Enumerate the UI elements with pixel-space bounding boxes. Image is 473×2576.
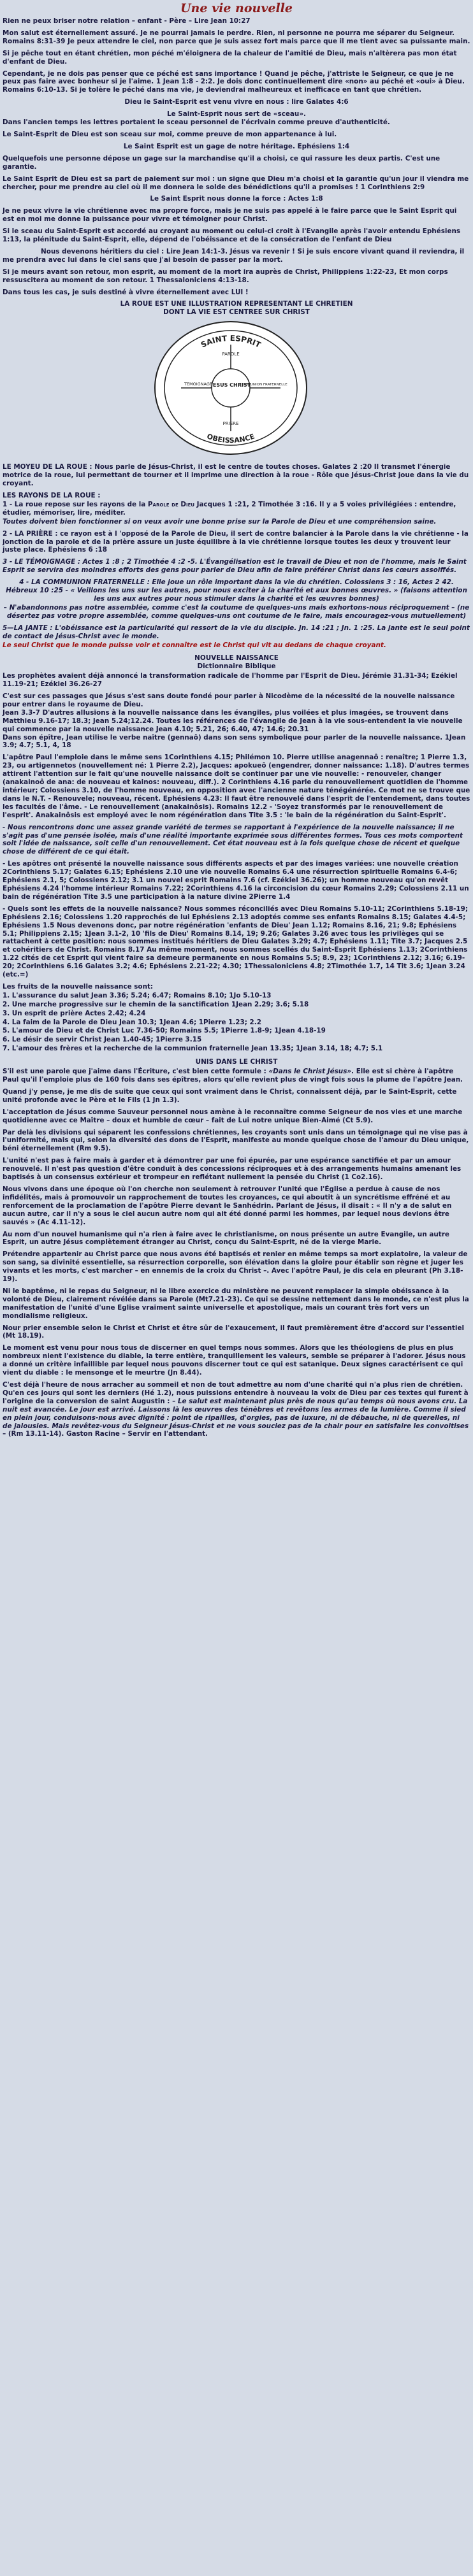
paragraph: Mon salut est éternellement assuré. Je ne pourrai jamais le perdre. Rien, ni personne ne pourra me séparer du Seigneur. Romains 8:31-39 Je peux attendre le ciel, non parce que je suis assez fort mais parce que il me tient avec sa puissante main.	[3, 29, 470, 45]
wheel-subheading: DONT LA VIE EST CENTREE SUR CHRIST	[163, 308, 310, 317]
wheel-spoke-label: TEMOIGNAGE	[184, 382, 213, 387]
paragraph: Quand j'y pense, je me dis de suite que ceux qui sont vraiment dans le Christ, connaissent déjà, par le Saint-Esprit, cette unité profonde avec le Père et le Fils (1 Jn 1.3).	[3, 1087, 457, 1104]
paragraph: Toutes doivent bien fonctionner si on veux avoir une bonne prise sur la Parole de Dieu et une compréhension saine.	[3, 517, 437, 526]
paragraph: Si le sceau du Saint-Esprit est accordé au croyant au moment ou celui-ci croit à l'Evangile après l'avoir entendu Ephésiens 1:13, la plénitude du Saint-Esprit, elle, dépend de l'obéissance et de la consécration de l'enfant de Dieu	[3, 227, 461, 244]
page-title: Une vie nouvelle	[180, 1, 293, 15]
paragraph: C'est sur ces passages que Jésus s'est sans doute fondé pour parler à Nicodème de la nécessité de la nouvelle naissance pour entrer dans le royaume de Dieu.	[3, 692, 455, 708]
paragraph: Quelquefois une personne dépose un gage sur la marchandise qu'il a choisi, ce qui rassure les deux partis. C'est une garantie.	[3, 154, 440, 171]
paragraph: Le Saint Esprit de Dieu est sa part de paiement sur moi : un signe que Dieu m'a choisi et la garantie qu'un jour il viendra me chercher, pour me prendre au ciel où il me donnera le solde des bénédictions qu'il a promises ! 1 Corinthiens 2:9	[3, 175, 469, 191]
paragraph: Nous vivons dans une époque où l'on cherche non seulement à retrouver l'unité que l'Église a perdue à cause de nos infidélités, mais à promouvoir un rapprochement de toutes les croyances, ce qui aboutit à un syncrétisme effréné et au renforcement de la proclamation de l'apôtre Pierre devant le Sanhédrin. Parlant de Jésus, il disait : « Il n'y a de salut en aucun autre, car il n'y a sous le ciel aucun autre nom qui ait été donné parmi les hommes, par lequel nous devions être sauvés » (Ac 4.11-12).	[3, 1185, 452, 1226]
fruits-list	[3, 992, 470, 1053]
paragraph: Ni le baptême, ni le repas du Seigneur, ni le libre exercice du ministère ne peuvent remplacer la simple obéissance à la volonté de Dieu, clairement révélée dans sa Parole (Mt7.21-23). Ce qui se dessine nettement dans le monde, ce n'est plus la manifestation de l'unité d'une Eglise vraiment sainte universelle et apostolique, mais un courant très fort vers un mondialisme religieux.	[3, 1287, 469, 1320]
wheel-spoke-label: PAROLE	[222, 352, 240, 357]
paragraph: Je ne peux vivre la vie chrétienne avec ma propre force, mais je ne suis pas appelé à le faire parce que le Saint Esprit qui est en moi me donne la puissance pour vivre et témoigner pour Christ.	[3, 207, 457, 224]
paragraph: Le seul Christ que le monde puisse voir et connaître est le Christ qui vit au dedans de chaque croyant.	[3, 641, 386, 649]
paragraph: 2 - LA PRIÈRE : ce rayon est à l 'opposé de la Parole de Dieu, il sert de contre balancier à la Parole dans la vie chrétienne - la jonction de la parole et de la prière assure un juste équilibre à la vie chrétienne lorsque toutes les deux y trouvent leur juste place. Ephésiens 6 :18	[3, 529, 469, 554]
paragraph: L'apôtre Paul l'emploie dans le même sens 1Corinthiens 4.15; Philémon 10. Pierre utilise anagennaô : renaître; 1 Pierre 1.3, 23, ou artigennetos (nouvellement né: 1 Pierre 2.2), Jacques: apokueô (engendrer, donner naissance: 1.18). D'autres termes attirent l'attention sur le fait qu'une nouvelle naissance doit se continuer par une vie nouvelle: - renouveler, changer (anakainoô de ana: de nouveau et kainos: nouveau, diff.). 2 Corinthiens 4.16 parle du renouvellement quotidien de l'homme intérieur; Colossiens 3.10, de l'homme nouveau, en opposition avec l'ancienne nature ténégénérée. Ce mot ne se trouve que dans le N.T. - Renouvele; nouveau, récent. Ephésiens 4.23: Il faut être renouvelé dans l'esprit de l'entendement, dans toutes les facultés de l'âme. - Le renouvellement (anakainôsis). Romains 12.2 - 'Soyez transformés par le renouvellement de l'esprit'. Anakainôsis est employé avec le nom régénération dans Tite 3.5 : 'le bain de la régénération du Saint-Esprit'.	[3, 754, 470, 819]
section-heading: Dieu le Saint-Esprit est venu vivre en nous : lire Galates 4:6	[124, 98, 349, 106]
paragraph: Nour prier ensemble selon le Christ et Christ et être sûr de l'exaucement, il faut premièrement être d'accord sur l'essentiel (Mt 18.19).	[3, 1324, 465, 1340]
paragraph: LES RAYONS DE LA ROUE :	[3, 492, 101, 499]
section-heading: Le Saint Esprit nous donne la force : Actes 1:8	[150, 195, 323, 203]
wheel-top-label: SAINT ESPRIT	[199, 334, 263, 350]
paragraph: Rien ne peux briser notre relation – enfant - Père – Lire Jean 10:27	[3, 17, 251, 25]
wheel-illustration	[152, 319, 309, 457]
list-item: 2. Une marche progressive sur le chemin de la sanctification 1Jean 2.29; 3.6; 5.18	[3, 1000, 309, 1008]
paragraph: L'unité n'est pas à faire mais à garder et à démontrer par une foi épurée, par une espérance sanctifiée et par un amour renouvelé. Il n'est pas question d'être conduit à des concessions réciproques et à des arrangements humains amenant les baptisés à un consensus extérieur et trompeur en reflétant nullement la pensée du Christ (1 Co2.16).	[3, 1157, 462, 1182]
paragraph: Le Saint-Esprit de Dieu est son sceau sur moi, comme preuve de mon appartenance à lui.	[3, 130, 337, 138]
paragraph: 1 - La roue repose sur les rayons de la Parole de Dieu Jacques 1 :21, 2 Timothée 3 :16. Il y a 5 voies privilégiées : entendre, étudier, mémoriser, lire, méditer.	[3, 500, 456, 517]
paragraph: LE MOYEU DE LA ROUE : Nous parle de Jésus-Christ, il est le centre de toutes choses. Galates 2 :20 Il transmet l'énergie motrice de la roue, lui permettant de tourner et il imprime une direction à la roue - Rôle que Jésus-Christ joue dans la vie du croyant.	[3, 463, 469, 488]
paragraph: C'est déjà l'heure de nous arracher au sommeil et non de tout admettre au nom d'une charité qui n'a plus rien de chrétien. Qu'en ces jours qui sont les derniers (Hé 1.2), nous puissions entendre à nouveau la voix de Dieu par ces textes qui furent à l'origine de la conversion de saint Augustin : – Le salut est maintenant plus près de nous qu'au temps où nous avons cru. La nuit est avancée. Le jour est arrivé. Laissons là les œuvres des ténèbres et revêtons les armes de la lumière. Comme il sied en plein jour, conduisons-nous avec dignité : point de ripailles, d'orgies, pas de luxure, ni de débauche, ni de querelles, ni de jalousies. Mais revêtez-vous du Seigneur Jésus-Christ et ne vous souciez pas de la chair pour en satisfaire les convoitises – (Rm 13.11-14). Gaston Racine – Servir en l'attendant.	[3, 1381, 469, 1438]
paragraph: Si je pêche tout en étant chrétien, mon péché m'éloignera de la chaleur de l'amitié de Dieu, mais n'altèrera pas mon état d'enfant de Dieu.	[3, 49, 457, 66]
paragraph: Les prophètes avaient déjà annoncé la transformation radicale de l'homme par l'Esprit de Dieu. Jérémie 31.31-34; Ezékiel 11.19-21; Ezékiel 36.26-27	[3, 672, 458, 689]
paragraph: S'il est une parole que j'aime dans l'Écriture, c'est bien cette formule : «Dans le Christ Jésus». Elle est si chère à l'apôtre Paul qu'il l'emploie plus de 160 fois dans ses épîtres, alors qu'elle revient plus de vingt fois sous la plume de l'apôtre Jean.	[3, 1068, 463, 1084]
paragraph: Dans l'ancien temps les lettres portaient le sceau personnel de l'écrivain comme preuve d'authenticité.	[3, 118, 390, 127]
paragraph: – N'abandonnons pas notre assemblée, comme c'est la coutume de quelques-uns mais exhortons-nous réciproquement – (ne désertez pas votre propre assemblée, comme quelques-uns ont coutume de le faire, mais encouragez-vous mutuellement)	[3, 603, 470, 620]
section-heading: UNIS DANS LE CHRIST	[195, 1058, 278, 1066]
paragraph: - Nous rencontrons donc une assez grande variété de termes se rapportant à l'expérience de la nouvelle naissance; il ne s'agit pas d'une pensée isolée, mais d'une réalité importante exprimée sous différentes formes. Tous ces mots comportent soit l'idée de naissance, soit celle d'un renouvellement. Cet état nouveau est à la fois quelque chose de récent et quelque chose de différent de ce qui était.	[3, 823, 463, 856]
paragraph: Dans tous les cas, je suis destiné à vivre éternellement avec LUI !	[3, 288, 249, 296]
section-subheading: Dictionnaire Biblique	[197, 662, 276, 671]
wheel-bottom-label: OBEISSANCE	[205, 432, 256, 445]
wheel-heading: LA ROUE EST UNE ILLUSTRATION REPRESENTANT LE CHRETIEN	[120, 300, 353, 308]
section-subheading: Le Saint-Esprit nous sert de «sceau».	[167, 110, 306, 118]
paragraph: Le moment est venu pour nous tous de discerner en quel temps nous sommes. Alors que les théologiens de plus en plus nombreux nient l'existence du diable, la terre entière, tranquillement les valeurs, semble se préparer à l'adorer. Jésus nous a donné un critère infaillible par lequel nous pouvons discerner tout ce qui est satanique. Deux signes caractérisent ce qui vient du diable : le mensonge et le meurtre (Jn 8.44).	[3, 1344, 466, 1377]
paragraph: Si je meurs avant son retour, mon esprit, au moment de la mort ira auprès de Christ, Philippiens 1:22-23, Et mon corps ressuscitera au moment de son retour. 1 Thessaloniciens 4:13-18.	[3, 268, 448, 284]
section-heading: NOUVELLE NAISSANCE	[194, 654, 279, 662]
paragraph: Jean 3.3-7 D'autres allusions à la nouvelle naissance dans les évangiles, plus voilées et plus imagées, se trouvent dans Matthieu 9.16-17; 18.3; Jean 5.24;12.24. Toutes les références de l'évangile de Jean à la vie sous-entendent la vie nouvelle qui commence par la nouvelle naissance Jean 4.10; 5.21, 26; 6.40, 47; 14.6; 20.31	[3, 708, 463, 733]
paragraph: L'acceptation de Jésus comme Sauveur personnel nous amène à le reconnaître comme Seigneur de nos vies et une marche quotidienne avec ce Maître – doux et humble de cœur – fait de Lui notre unique Bien-Aimé (Ct 5.9).	[3, 1108, 463, 1124]
list-item: 7. L'amour des frères et la recherche de la communion fraternelle Jean 13.35; 1Jean 3.14, 18; 4.7; 5.1	[3, 1045, 383, 1053]
list-item: 5. L'amour de Dieu et de Christ Luc 7.36-50; Romains 5.5; 1Pierre 1.8-9; 1Jean 4.18-19	[3, 1027, 326, 1035]
list-item: 6. Le désir de servir Christ Jean 1.40-45; 1Pierre 3.15	[3, 1036, 202, 1044]
wheel-hub-label: JESUS CHRIST	[210, 382, 251, 389]
paragraph: Les fruits de la nouvelle naissance sont:	[3, 982, 154, 991]
paragraph: 5—LA JANTE : L'obéissance est la particularité qui ressort de la vie du disciple. Jn. 14 :21 ; Jn. 1 :25. La jante est le seul point de contact de Jésus-Christ avec le monde.	[3, 624, 470, 640]
paragraph: Nous devenons héritiers du ciel : Lire Jean 14:1-3. Jésus va revenir ! Si je suis encore vivant quand il reviendra, il me prendra avec lui dans le ciel sans que j'ai besoin de passer par la mort.	[3, 247, 465, 264]
wheel-spoke-label: COMMUNION FRATERNELLE	[239, 383, 287, 387]
paragraph: Cependant, je ne dois pas penser que ce péché est sans importance ! Quand je pêche, j'attriste le Seigneur, ce que je ne peux pas faire avec bonheur si je l'aime. 1 Jean 1:8 - 2:2. Je dois donc continuellement dire «non» au péché et «oui» à Dieu. Romains 6:10-13. Si je tolère le péché dans ma vie, je deviendrai malheureux et inefficace en tant que chrétien.	[3, 69, 465, 94]
list-item: 4. La faim de la Parole de Dieu Jean 10.3; 1Jean 4.6; 1Pierre 1.23; 2.2	[3, 1018, 261, 1026]
list-item: 1. L'assurance du salut Jean 3.36; 5.24; 6.47; Romains 8.10; 1Jo 5.10-13	[3, 991, 272, 999]
paragraph: - Les apôtres ont présenté la nouvelle naissance sous différents aspects et par des images variées: une nouvelle création 2Corinthiens 5.17; Galates 6.15; Ephésiens 2.10 une vie nouvelle Romains 6.4 une résurrection spirituelle Romains 6.4-6; Ephésiens 2.1, 5; Colossiens 2.12; 3.1 un nouvel esprit Romains 7.6 (cf. Ezékiel 36.26); un homme nouveau qu'on revêt Ephésiens 4.24 l'homme intérieur Romains 7.22; 2Corinthiens 4.16 la circoncision du cœur Romains 2.29; Colossiens 2.11 un bain de régénération Tite 3.5 une participation à la nature divine 2Pierre 1.4	[3, 860, 469, 901]
paragraph: Au nom d'un nouvel humanisme qui n'a rien à faire avec le christianisme, on nous présente un autre Evangile, un autre Esprit, un autre Jésus complètement étranger au Christ, conçu du Saint-Esprit, né de la vierge Marie.	[3, 1230, 449, 1247]
paragraph: Prétendre appartenir au Christ parce que nous avons été baptisés et renier en même temps sa mort expiatoire, la valeur de son sang, sa divinité essentielle, sa résurrection corporelle, son élévation dans la gloire pour établir son règne et juger les vivants et les morts, c'est marcher – en ennemis de la croix du Christ –. Avec l'apôtre Paul, je dis cela en pleurant (Ph 3.18-19).	[3, 1250, 468, 1284]
wheel-spoke-label: PRIERE	[222, 421, 239, 427]
paragraph: Dans son épître, Jean utilise le verbe naître (gennaô) dans son sens symbolique pour parler de la nouvelle naissance. 1Jean 3.9; 4.7; 5.1, 4, 18	[3, 733, 466, 750]
list-item: 3. Un esprit de prière Actes 2.42; 4.24	[3, 1009, 146, 1017]
section-heading: Le Saint Esprit est un gage de notre héritage. Ephésiens 1:4	[123, 142, 350, 150]
paragraph: Par delà les divisions qui séparent les confessions chrétiennes, les croyants sont unis dans un témoignage qui ne vise pas à l'uniformité, mais qui, selon la diversité des dons de l'Esprit, manifeste au monde quelque chose de l'amour du Dieu unique, béni éternellement (Rm 9.5).	[3, 1128, 469, 1153]
paragraph: 4 - LA COMMUNION FRATERNELLE : Elle joue un rôle important dans la vie du chrétien. Colossiens 3 : 16, Actes 2 42. Hébreux 10 :25 - « Veillons les uns sur les autres, pour nous exciter à la charité et aux bonnes œuvres. » (faisons attention les uns aux autres pour nous stimuler dans la charité et les œuvres bonnes)	[6, 578, 467, 603]
paragraph: 3 - LE TÉMOIGNAGE : Actes 1 :8 ; 2 Timothée 4 :2 -5. L'Évangélisation est le travail de Dieu et non de l'homme, mais le Saint Esprit se servira des moindres efforts des gens pour parler de Dieu afin de faire préférer Christ dans les cœurs assoiffés.	[3, 558, 467, 575]
paragraph: - Quels sont les effets de la nouvelle naissance? Nous sommes réconciliés avec Dieu Romains 5.10-11; 2Corinthiens 5.18-19; Ephésiens 2.16; Colossiens 1.20 rapprochés de lui Ephésiens 2.13 adoptés comme ses enfants Romains 8.15; Galates 4.4-5; Ephésiens 1.5 Nous devenons donc, par notre régénération 'enfants de Dieu' Jean 1.12; Romains 8.16, 21; 9.8; Ephésiens 5.1; Philippiens 2.15; 1Jean 3.1-2, 10 'fils de Dieu' Romains 8.14, 19; 9.26; Galates 3.26 avec tous les privilèges qui se rattachent à cette position: nous sommes institués héritiers de Dieu Galates 3.29; 4.7; Ephésiens 1.11; Tite 3.7; Jacques 2.5 et cohéritiers de Christ. Romains 8.17 Au même moment, nous sommes scellés du Saint-Esprit Ephésiens 1.13; 2Corinthiens 1.22 cités de cet Esprit qui vient faire sa demeure permanente en nous Romains 5.5; 8.9, 23; 1Corinthiens 2.12; 3.16; 6.19-20; 2Corinthiens 6.16 Galates 3.2; 4.6; Ephésiens 2.21-22; 4.30; 1Thessaloniciens 4.8; 2Timothée 1.7, 14 Tit 3.6; 1Jean 3.24 (etc.=)	[3, 905, 469, 979]
